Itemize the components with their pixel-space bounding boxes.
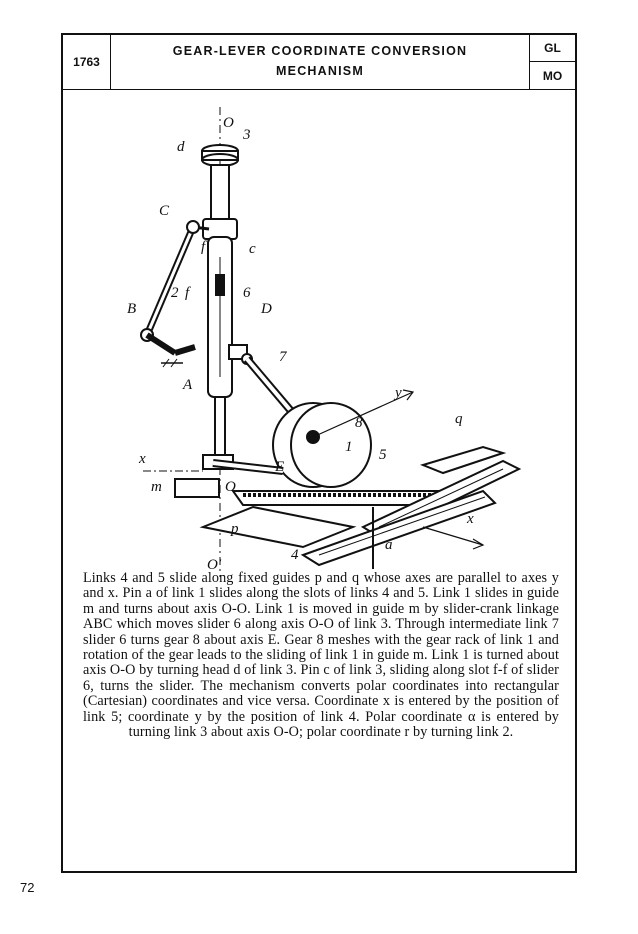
label-2: 2 <box>171 285 179 301</box>
label-y: y <box>395 385 402 401</box>
label-p: p <box>231 521 239 537</box>
label-x-right: x <box>467 511 474 527</box>
page-frame <box>61 33 577 873</box>
label-e: E <box>275 459 285 475</box>
header-divider <box>63 89 575 90</box>
label-c-upper: C <box>159 203 170 219</box>
label-a-upper: A <box>183 377 193 393</box>
title-line-2: MECHANISM <box>276 64 364 78</box>
title-line-1: GEAR-LEVER COORDINATE CONVERSION <box>172 44 468 58</box>
label-m: m <box>151 479 162 495</box>
mechanism-illustration <box>123 107 523 587</box>
mechanism-drawing <box>123 107 523 587</box>
label-o-prime: O′ <box>207 557 222 573</box>
mechanism-description: Links 4 and 5 slide along fixed guides p and q whose axes are parallel to axes y and x. Pin a of link 1 slides along the slots of links 4 and 5. Link 1 slides in guide m and turns about axis O-O. Link 1 is moved in guide m by slider-crank linkage ABC which moves slider 6 along axis O-O of link 3. Through intermediate link 7 slider 6 turns gear 8 about axis E. Gear 8 meshes with the gear rack of link 1 and rotation of the gear leads to the sliding of link 1 in guide m. Link 1 is turned about axis O-O by turning head d of link 3. Pin c of link 3, sliding along slot f-f of slider 6, turns the slider. The mechanism converts polar coordinates into rectangular (Cartesian) coordinates and vice versa. Coordinate x is entered by the position of link 5; coordinate y by the position of link 4. Polar coordinate α is entered by turning link 3 about axis O-O; polar coordinate r by turning link 2. <box>83 570 559 741</box>
label-6: 6 <box>243 285 251 301</box>
label-c-lower: c <box>249 241 256 257</box>
code-bottom: MO <box>542 68 563 83</box>
label-a-lower: a <box>385 537 393 553</box>
label-f2: f <box>185 285 190 301</box>
label-o-mid: O <box>225 479 236 495</box>
page-number: 72 <box>20 880 35 895</box>
label-b: B <box>127 301 137 317</box>
label-7: 7 <box>279 349 287 365</box>
label-1: 1 <box>345 439 353 455</box>
page-title <box>111 35 529 89</box>
label-f1: f <box>201 239 206 255</box>
classification-codes <box>529 35 575 89</box>
label-o-top: O <box>223 115 234 131</box>
label-x-left: x <box>139 451 146 467</box>
label-8: 8 <box>355 415 363 431</box>
label-5: 5 <box>379 447 387 463</box>
label-q: q <box>455 411 463 427</box>
label-d-upper: D <box>261 301 272 317</box>
label-4: 4 <box>291 547 299 563</box>
label-3: 3 <box>243 127 251 143</box>
code-top: GL <box>530 35 575 62</box>
label-d: d <box>177 139 185 155</box>
mechanism-number: 1763 <box>63 35 111 89</box>
header <box>63 35 575 89</box>
